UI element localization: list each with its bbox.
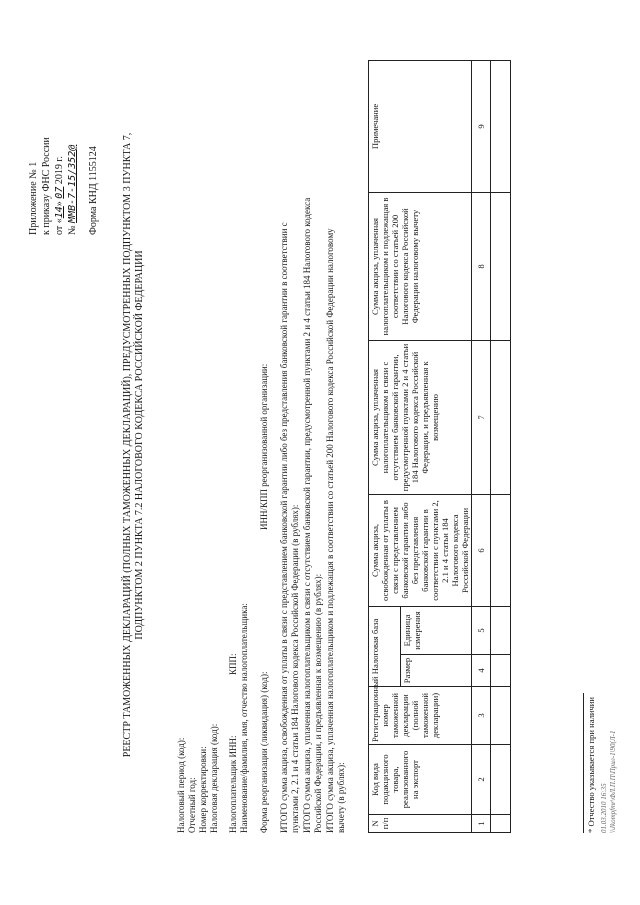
- header-tax-base: Налоговая база: [369, 606, 401, 686]
- total-paid-excise-deduction: ИТОГО сумма акциза, уплаченная налогоплательщиком и подлежащая в соответствии со статьей 200 Налогового кодекса Российской Федерации налоговому вычету (в рублях):: [325, 228, 346, 833]
- register-table: [368, 60, 511, 833]
- appendix-block: [28, 137, 101, 235]
- field-taxpayer-inn: Налогоплательщик ИНН:: [228, 735, 238, 833]
- field-declaration-code: Налоговая декларация (код):: [209, 723, 219, 833]
- footnote-divider: [583, 693, 584, 833]
- page-title: РЕЕСТР ТАМОЖЕННЫХ ДЕКЛАРАЦИЙ (ПОЛНЫХ ТАМОЖЕННЫХ ДЕКЛАРАЦИЙ), ПРЕДУСМОТРЕННЫХ ПОДПУНКТОМ 3 ПУНКТА 7, ПОДПУНКТОМ 2 ПУНКТА 7.2 НАЛОГОВОГО КОДЕКСА РОССИЙСКОЙ ФЕДЕРАЦИИ: [122, 132, 145, 758]
- column-number: 8: [472, 192, 491, 340]
- field-correction-number: Номер корректировки:: [198, 746, 208, 833]
- table-column-numbers-row: [472, 60, 491, 832]
- footnote-text: Отчество указывается при наличии: [586, 697, 596, 827]
- form-code: Форма КНД 1155124: [88, 146, 99, 235]
- header-note: Примечание: [369, 60, 472, 192]
- footnote-marker: *: [586, 828, 596, 833]
- column-number: 9: [472, 60, 491, 192]
- footnote: [586, 697, 596, 833]
- order-number: № ММВ-7-15/352@: [67, 144, 78, 235]
- table-cell: [491, 745, 511, 815]
- field-taxpayer-name: Наименование/фамилия, имя, отчество налогоплательщика:: [239, 603, 249, 833]
- table-cell: [491, 340, 511, 494]
- total-exempt-excise: ИТОГО сумма акциза, освобожденная от уплаты в связи с представлением банковской гарантии либо без представления банковской гарантии в соответствии с пунктами 2, 2.1 и 4 статьи 184 Налогового кодекса Российской Федерации (в рублях):: [279, 222, 300, 833]
- column-number: 2: [472, 745, 491, 815]
- table-cell: [491, 192, 511, 340]
- table-row: [491, 60, 511, 832]
- header-paid-excise-deduction: Сумма акциза, уплаченная налогоплательщиком и подлежащая в соответствии со статьей 200 Налогового кодекса Российской Федерации налоговому вычету: [369, 192, 472, 340]
- appendix-label: Приложение № 1: [28, 161, 39, 235]
- total-paid-excise-refund: ИТОГО сумма акциза, уплаченная налогоплательщиком в связи с отсутствием банковской гарантии, предусмотренной пунктами 2 и 4 статьи 184 Налогового кодекса Российской Федерации, и предъявленная к возмещению (в рублях):: [302, 197, 323, 833]
- table-cell: [491, 815, 511, 833]
- header-tax-base-size: Размер: [401, 655, 472, 687]
- column-number: 3: [472, 687, 491, 745]
- table-cell: [491, 606, 511, 654]
- table-cell: [491, 687, 511, 745]
- column-number: 5: [472, 606, 491, 654]
- print-stamp-path: \\Jkompfmr\ФЛ.П.П\Прил-1\90(Л-1: [609, 730, 617, 833]
- field-kpp: КПП:: [228, 653, 238, 675]
- table-header-row: [369, 60, 401, 832]
- column-number: 4: [472, 655, 491, 687]
- header-customs-declaration-number: Регистрационный номер таможенной декларации (полной таможенной декларации): [369, 687, 472, 745]
- header-exempt-excise: Сумма акциза, освобожденная от уплаты в связи с представлением банковской гарантии либо без представления банковской гарантии в соответствии с пунктами 2, 2.1 и 4 статьи 184 Налогового кодекса Российской Федерации: [369, 494, 472, 606]
- field-report-year: Отчетный год:: [187, 777, 197, 833]
- table-cell: [491, 60, 511, 192]
- handwritten-number: ММВ-7-15/352@: [67, 144, 78, 223]
- field-reorganization-form: Форма реорганизации (ликвидация) (код):: [259, 671, 269, 833]
- table-cell: [491, 655, 511, 687]
- field-reorganized-inn-kpp: ИНН/КПП реорганизованной организации:: [259, 363, 269, 530]
- order-reference: к приказу ФНС России: [41, 137, 52, 235]
- print-stamp-date: 01.03.2010 16:35: [600, 783, 608, 833]
- header-tax-base-unit: Единица измерения: [401, 606, 472, 654]
- header-paid-excise-refund: Сумма акциза, уплаченная налогоплательщиком в связи с отсутствием банковской гарантии, предусмотренной пунктами 2 и 4 статьи 184 Налогового кодекса Российской Федерации, и предъявленная к возмещению: [369, 340, 472, 494]
- column-number: 6: [472, 494, 491, 606]
- handwritten-day: 14: [54, 206, 65, 219]
- header-excise-goods-code: Код вида подакцизного товара, реализованного на экспорт: [369, 745, 472, 815]
- column-number: 7: [472, 340, 491, 494]
- column-number: 1: [472, 815, 491, 833]
- handwritten-month: 07: [54, 186, 65, 199]
- header-row-number: N п/п: [369, 815, 472, 833]
- table-cell: [491, 494, 511, 606]
- order-date: от «14» 07 2019 г.: [54, 156, 65, 235]
- field-tax-period: Налоговый период (код):: [176, 737, 186, 833]
